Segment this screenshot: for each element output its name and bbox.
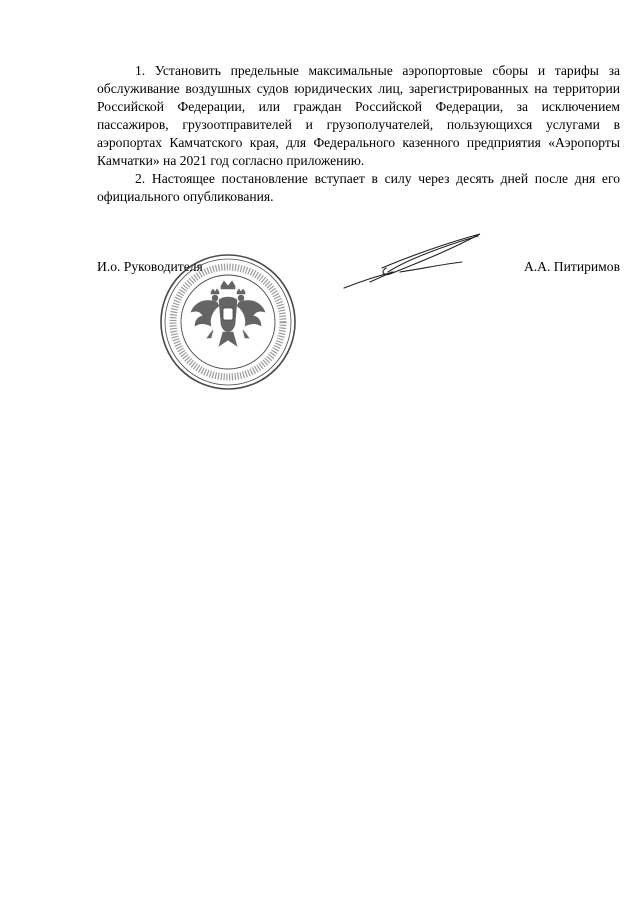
document-body [97,62,620,206]
signatory-title: И.о. Руководителя [97,259,203,274]
official-seal-stamp [153,252,303,392]
handwritten-signature [330,228,490,296]
signatory-name: А.А. Питиримов [523,259,620,274]
paragraph-2: 2. Настоящее постановление вступает в силу через десять дней после дня его официального опубликования. [97,171,620,204]
paragraph-1: 1. Установить предельные максимальные аэропортовые сборы и тарифы за обслуживание воздушных судов юридических лиц, зарегистрированных на территории Российской Федерации, или граждан Российской Федерации, за исключением пассажиров, грузоотправителей и грузополучателей, пользующихся услугами в аэропортах Камчатского края, для Федерального казенного предприятия «Аэропорты Камчатки» на 2021 год согласно приложению. [97,63,620,168]
